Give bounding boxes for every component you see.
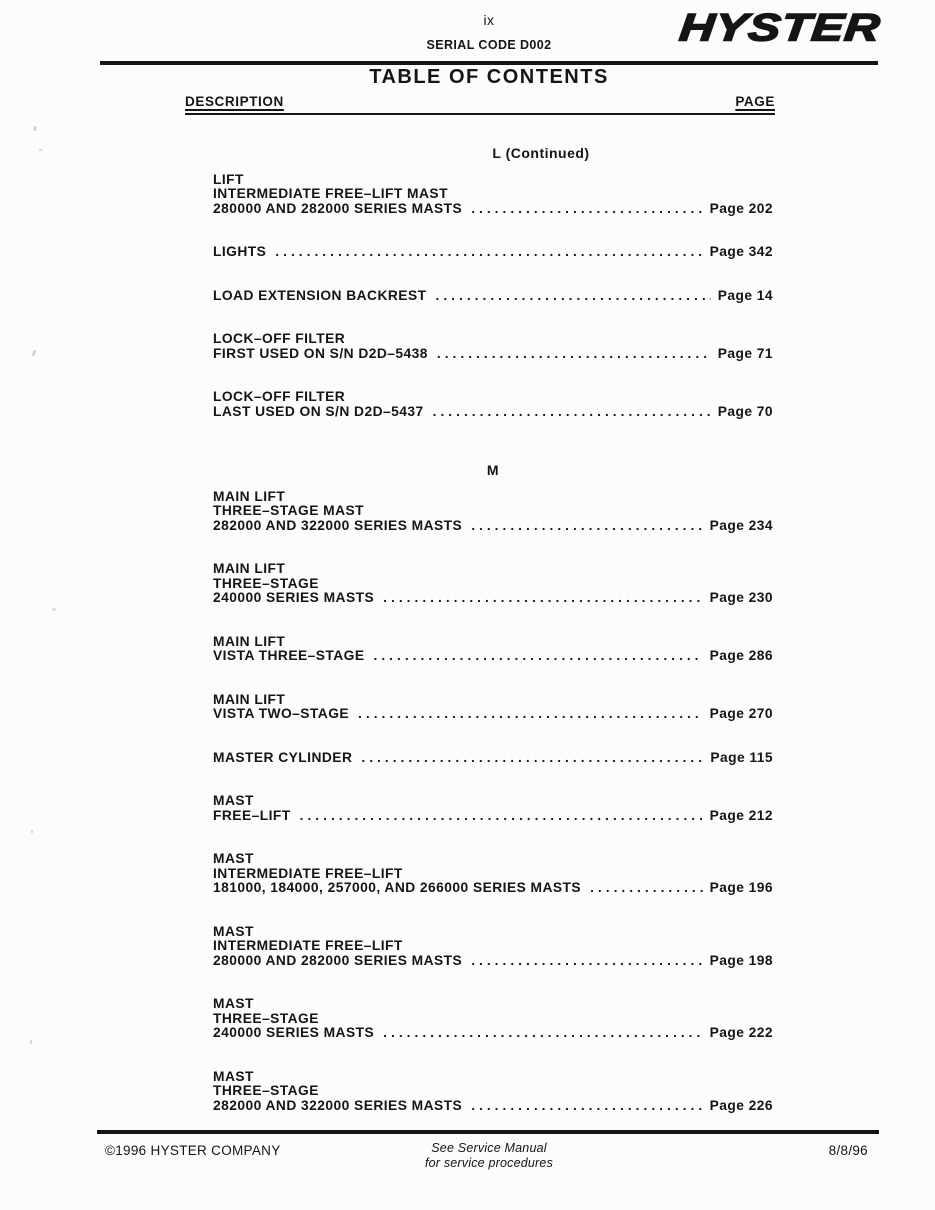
entry-line: MAIN LIFT — [213, 488, 286, 504]
entry-line: MAIN LIFT — [213, 691, 286, 707]
scan-artifact — [30, 1040, 33, 1044]
entry-title: FREE–LIFT — [213, 807, 291, 823]
entry-title: VISTA TWO–STAGE — [213, 706, 350, 721]
entry-line: LOCK–OFF FILTER — [213, 389, 346, 404]
entry-leader-row — [213, 347, 773, 362]
entry-page-ref: Page 222 — [709, 1025, 773, 1040]
dot-leader — [358, 707, 703, 722]
page-title: TABLE OF CONTENTS — [369, 66, 609, 88]
scan-artifact — [33, 126, 36, 131]
entry-leader-row — [213, 519, 773, 534]
entry-title: LIGHTS — [213, 244, 267, 259]
entry-line: THREE–STAGE — [213, 575, 319, 591]
dot-leader — [433, 405, 711, 420]
entry-page-ref: Page 70 — [717, 403, 773, 419]
toc-entry — [213, 925, 773, 969]
entry-line: MAIN LIFT — [213, 561, 286, 576]
entry-page-ref: Page 286 — [709, 648, 773, 663]
entry-title: 282000 AND 322000 SERIES MASTS — [213, 517, 463, 533]
footer-note-line2: for service procedures — [424, 1156, 554, 1170]
toc-section — [213, 146, 773, 419]
scan-artifact — [31, 830, 33, 833]
dot-leader — [361, 751, 703, 766]
entry-leader-row — [213, 881, 773, 896]
entry-leader-row — [213, 245, 773, 260]
toc-entry — [213, 173, 773, 217]
entry-page-ref: Page 196 — [709, 880, 773, 895]
section-heading: L (Continued) — [492, 145, 590, 161]
serial-code: SERIAL CODE D002 — [426, 38, 552, 52]
entry-page-ref: Page 198 — [709, 952, 773, 968]
entry-line: THREE–STAGE MAST — [213, 503, 365, 518]
dot-leader — [374, 649, 703, 664]
toc-section — [213, 463, 773, 1113]
entry-page-ref: Page 342 — [709, 244, 773, 259]
dot-leader — [471, 954, 702, 969]
toc-entry — [213, 245, 773, 260]
entry-line: MAST — [213, 851, 254, 866]
entry-title: 282000 AND 322000 SERIES MASTS — [213, 1097, 463, 1113]
toc-entry — [213, 997, 773, 1041]
column-header-description: DESCRIPTION — [185, 94, 284, 109]
copyright: ©1996 HYSTER COMPANY — [105, 1143, 281, 1158]
entry-leader-row — [213, 649, 773, 664]
hyster-logo: HYSTER — [677, 6, 883, 50]
entry-leader-row — [213, 202, 773, 217]
toc-entry — [213, 751, 773, 766]
dot-leader — [471, 519, 702, 534]
entry-title: 240000 SERIES MASTS — [213, 1025, 375, 1040]
entry-line: THREE–STAGE — [213, 1083, 319, 1098]
entry-title: 181000, 184000, 257000, AND 266000 SERIES MASTS — [213, 880, 582, 895]
section-entries — [213, 490, 773, 1114]
entry-leader-row — [213, 751, 773, 766]
dot-leader — [275, 245, 702, 260]
toc-entry — [213, 562, 773, 606]
entry-leader-row — [213, 289, 773, 304]
entry-line: INTERMEDIATE FREE–LIFT — [213, 865, 403, 881]
entry-title: LOAD EXTENSION BACKREST — [213, 287, 427, 303]
entry-line: LOCK–OFF FILTER — [213, 331, 346, 346]
entry-leader-row — [213, 707, 773, 722]
entry-line: MAST — [213, 793, 254, 808]
entry-leader-row — [213, 1099, 773, 1114]
entry-line: LIFT — [213, 171, 244, 187]
entry-leader-row — [213, 1026, 773, 1041]
toc-entry — [213, 390, 773, 419]
entry-page-ref: Page 270 — [709, 706, 773, 721]
toc-entry — [213, 635, 773, 664]
entry-title: MASTER CYLINDER — [213, 749, 353, 765]
entry-page-ref: Page 71 — [717, 345, 773, 361]
entry-title: 240000 SERIES MASTS — [213, 590, 375, 605]
dot-leader — [383, 591, 702, 606]
entry-title: 280000 AND 282000 SERIES MASTS — [213, 952, 463, 968]
toc-entry — [213, 332, 773, 361]
toc-entry — [213, 490, 773, 534]
toc — [213, 146, 773, 1142]
dot-leader — [471, 1099, 702, 1114]
toc-entry — [213, 794, 773, 823]
column-header-page: PAGE — [735, 94, 775, 109]
entry-line: MAIN LIFT — [213, 633, 286, 649]
footer-rule — [97, 1130, 879, 1134]
entry-page-ref: Page 212 — [709, 807, 773, 823]
footer-note-line1: See Service Manual — [431, 1141, 547, 1155]
header-rule — [100, 61, 878, 65]
entry-title: LAST USED ON S/N D2D–5437 — [213, 403, 424, 419]
page-number: ix — [483, 12, 495, 28]
entry-page-ref: Page 202 — [709, 200, 773, 216]
entry-line: MAST — [213, 1068, 254, 1084]
column-header-row — [185, 94, 775, 115]
entry-title: VISTA THREE–STAGE — [213, 648, 365, 663]
dot-leader — [590, 881, 702, 896]
toc-entry — [213, 289, 773, 304]
entry-title: 280000 AND 282000 SERIES MASTS — [213, 200, 463, 216]
entry-title: FIRST USED ON S/N D2D–5438 — [213, 345, 428, 361]
footer-note — [100, 1141, 878, 1171]
footer-date: 8/8/96 — [828, 1143, 868, 1158]
section-entries — [213, 173, 773, 420]
entry-line: INTERMEDIATE FREE–LIFT — [213, 938, 403, 953]
entry-line: THREE–STAGE — [213, 1010, 319, 1026]
dot-leader — [300, 809, 703, 824]
entry-page-ref: Page 234 — [709, 517, 773, 533]
entry-page-ref: Page 230 — [709, 590, 773, 605]
scan-artifact — [39, 149, 42, 151]
entry-page-ref: Page 115 — [710, 749, 773, 765]
entry-page-ref: Page 226 — [709, 1097, 773, 1113]
scan-artifact — [52, 608, 56, 611]
toc-entry — [213, 852, 773, 896]
scan-artifact — [32, 350, 36, 356]
entry-page-ref: Page 14 — [717, 287, 773, 303]
dot-leader — [471, 202, 702, 217]
dot-leader — [383, 1026, 702, 1041]
entry-leader-row — [213, 405, 773, 420]
entry-leader-row — [213, 954, 773, 969]
toc-entry — [213, 1070, 773, 1114]
dot-leader — [435, 289, 710, 304]
entry-leader-row — [213, 809, 773, 824]
section-heading: M — [486, 462, 500, 478]
entry-leader-row — [213, 591, 773, 606]
entry-line: MAST — [213, 923, 254, 939]
entry-line: INTERMEDIATE FREE–LIFT MAST — [213, 186, 448, 201]
entry-line: MAST — [213, 996, 254, 1011]
toc-entry — [213, 693, 773, 722]
dot-leader — [437, 347, 711, 362]
